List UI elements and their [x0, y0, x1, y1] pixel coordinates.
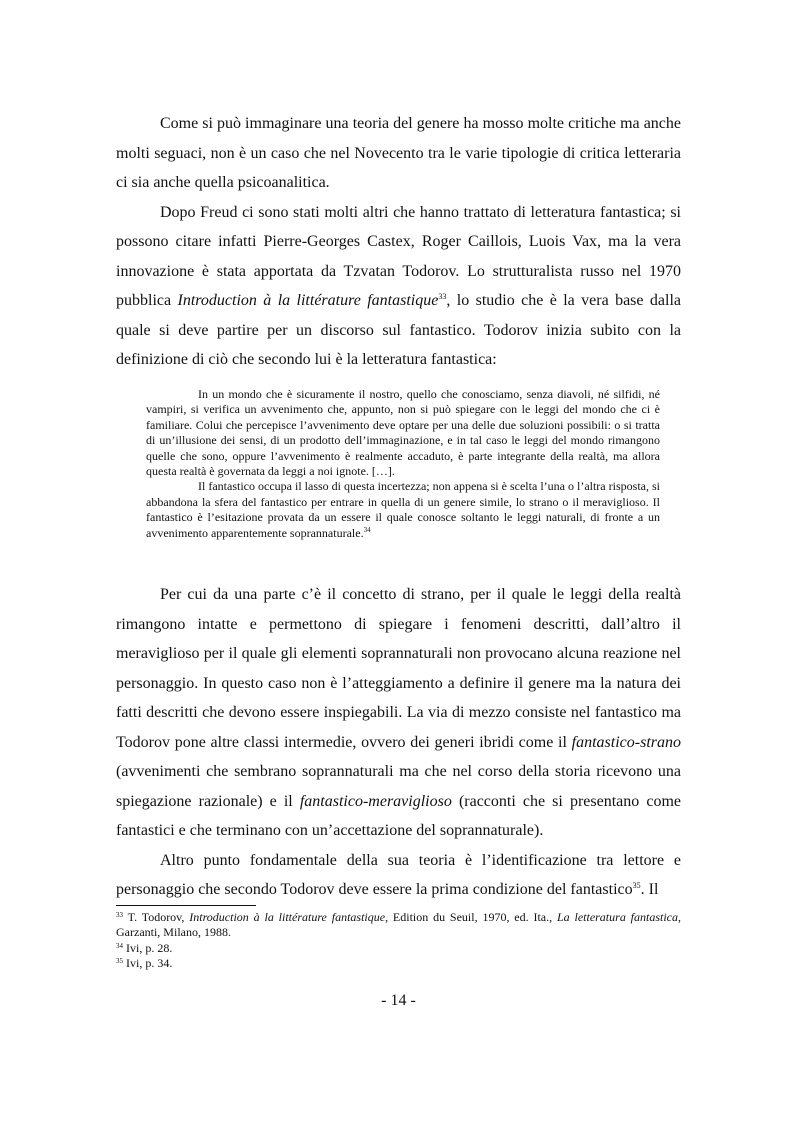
footnote-marker: 33 — [438, 292, 447, 301]
italic-text: Introduction à la littérature fantastique — [177, 292, 439, 309]
footnotes — [116, 910, 681, 972]
italic-text: fantastico-meraviglioso — [299, 792, 452, 810]
quote-paragraph — [146, 387, 660, 479]
footnote-marker: 34 — [116, 941, 123, 950]
text-run: , Garzanti, Milano, 1988. — [116, 910, 681, 940]
footnote-marker: 34 — [363, 525, 371, 534]
text-run: In un mondo che è sicuramente il nostro, quello che conosciamo, senza diavoli, né silfidi, né vampiri, si verifica un avvenimento che, appunto, non si può spiegare con le leggi del mondo che ci è familiare. Colui che percepisce l’avvenimento deve optare per una delle due soluzioni possibili: o si tratta di un’illusione dei sensi, di un prodotto dell’immaginazione, e in tal caso le leggi del mondo rimangono quelle che sono, oppure l’avvenimento è realmente accaduto, è parte integrante della realtà, ma allora questa realtà è governata da leggi a noi ignote. […]. — [146, 387, 660, 479]
text-run: Ivi, p. 34. — [123, 956, 173, 971]
italic-text: La letteratura fantastica — [556, 910, 678, 924]
footnote-35 — [116, 956, 681, 971]
text-run: , lo studio che è la vera base dalla quale si deve partire per un discorso sul fantastico. Todorov inizia subito con la definizione di ciò che secondo lui è la letteratura fantastica: — [116, 292, 682, 368]
text-run: Ivi, p. 28. — [123, 940, 173, 955]
italic-text: Introduction à la littérature fantastique — [189, 910, 386, 924]
footnote-marker: 35 — [116, 957, 123, 966]
italic-text: fantastico-strano — [571, 733, 681, 751]
text-run: Il fantastico occupa il lasso di questa incertezza; non appena si è scelta l’una o l’altra risposta, si abbandona la sfera del fantastico per entrare in quella di un genere simile, lo strano o il meraviglioso. Il fantastico è l’esitazione provata da un essere il quale conosce soltanto le leggi naturali, di fronte a un avvenimento apparentemente soprannaturale. — [146, 479, 660, 540]
paragraph — [116, 109, 681, 198]
body-text-top — [116, 109, 681, 375]
text-run: . Il — [640, 881, 659, 898]
text-run: (avvenimenti che sembrano soprannaturali ma che nel corso della storia ricevono una spiegazione razionale) e il — [116, 763, 681, 810]
footnote-33 — [116, 910, 681, 941]
footnote-divider — [116, 905, 256, 906]
text-run: (racconti che si presentano come fantastici e che terminano con un’accettazione del soprannaturale). — [116, 792, 682, 839]
text-run: Come si può immaginare una teoria del genere ha mosso molte critiche ma anche molti seguaci, non è un caso che nel Novecento tra le varie tipologie di critica letteraria ci sia anche quella psicoanalitica. — [116, 115, 681, 191]
text-run: Per cui da una parte c’è il concetto di strano, per il quale le leggi della realtà rimangono intatte e permettono di spiegare i fenomeni descritti, dall’altro il meraviglioso per il quale gli elementi soprannaturali non provocano alcuna reazione nel personaggio. In questo caso non è l’atteggiamento a definire il genere ma la natura dei fatti descritti che devono essere inspiegabili. La via di mezzo consiste nel fantastico ma Todorov pone altre classi intermedie, ovvero dei generi ibridi come il — [116, 586, 681, 751]
block-quote — [146, 387, 660, 541]
paragraph — [116, 198, 681, 375]
text-run: T. Todorov, — [123, 910, 190, 924]
text-run: , Edition du Seuil, 1970, ed. Ita., — [385, 910, 557, 924]
body-text-bottom — [116, 580, 681, 905]
text-run: Altro punto fondamentale della sua teoria è l’identificazione tra lettore e personaggio che secondo Todorov deve essere la prima condizione del fantastico — [116, 851, 681, 898]
footnote-marker: 33 — [116, 911, 123, 919]
page-number: - 14 - — [381, 992, 416, 1009]
text-run: Dopo Freud ci sono stati molti altri che hanno trattato di letteratura fantastica; si possono citare infatti Pierre-Georges Castex, Roger Caillois, Luois Vax, ma la vera innovazione è stata apportata da Tzvatan Todorov. Lo strutturalista russo nel 1970 pubblica — [116, 203, 681, 309]
quote-paragraph — [146, 479, 660, 541]
footnote-34 — [116, 941, 681, 956]
document-page — [116, 0, 681, 1123]
footnote-marker: 35 — [632, 881, 641, 890]
paragraph — [116, 846, 681, 905]
paragraph — [116, 580, 681, 846]
